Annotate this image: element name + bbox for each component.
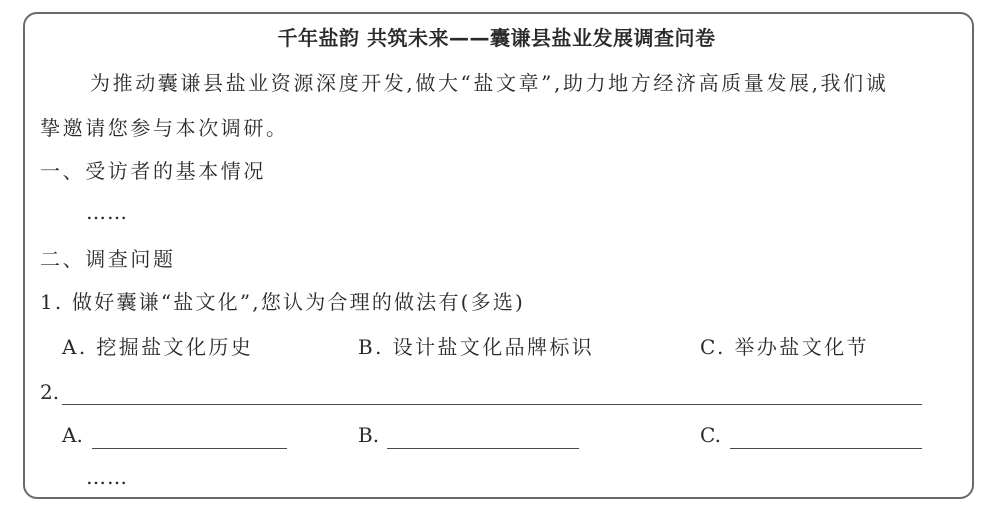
intro-text-line-1: 为推动囊谦县盐业资源深度开发,做大“盐文章”,助力地方经济高质量发展,我们诚 [90, 71, 889, 95]
question-1-option-b: B. 设计盐文化品牌标识 [358, 335, 595, 359]
section-1-heading: 一、受访者的基本情况 [40, 159, 266, 183]
section-2-heading: 二、调查问题 [40, 247, 176, 271]
question-2-option-c-label: C. [700, 423, 721, 447]
question-2-option-a-label: A. [62, 423, 83, 447]
question-2-option-b-blank [387, 448, 579, 449]
question-1-option-a: A. 挖掘盐文化历史 [62, 335, 254, 359]
question-1-text: 1. 做好囊谦“盐文化”,您认为合理的做法有(多选) [40, 290, 526, 314]
question-2-option-a-blank [92, 448, 287, 449]
question-2-option-c-blank [730, 448, 922, 449]
question-2-option-b-label: B. [358, 423, 380, 447]
question-2-blank-line [62, 404, 922, 405]
question-2-number: 2. [40, 380, 60, 404]
section-1-ellipsis: …… [86, 200, 128, 224]
survey-title: 千年盐韵 共筑未来——囊谦县盐业发展调查问卷 [277, 26, 716, 50]
section-2-ellipsis: …… [86, 465, 128, 489]
intro-text-line-2: 挚邀请您参与本次调研。 [40, 116, 289, 140]
question-1-option-c: C. 举办盐文化节 [700, 335, 869, 359]
